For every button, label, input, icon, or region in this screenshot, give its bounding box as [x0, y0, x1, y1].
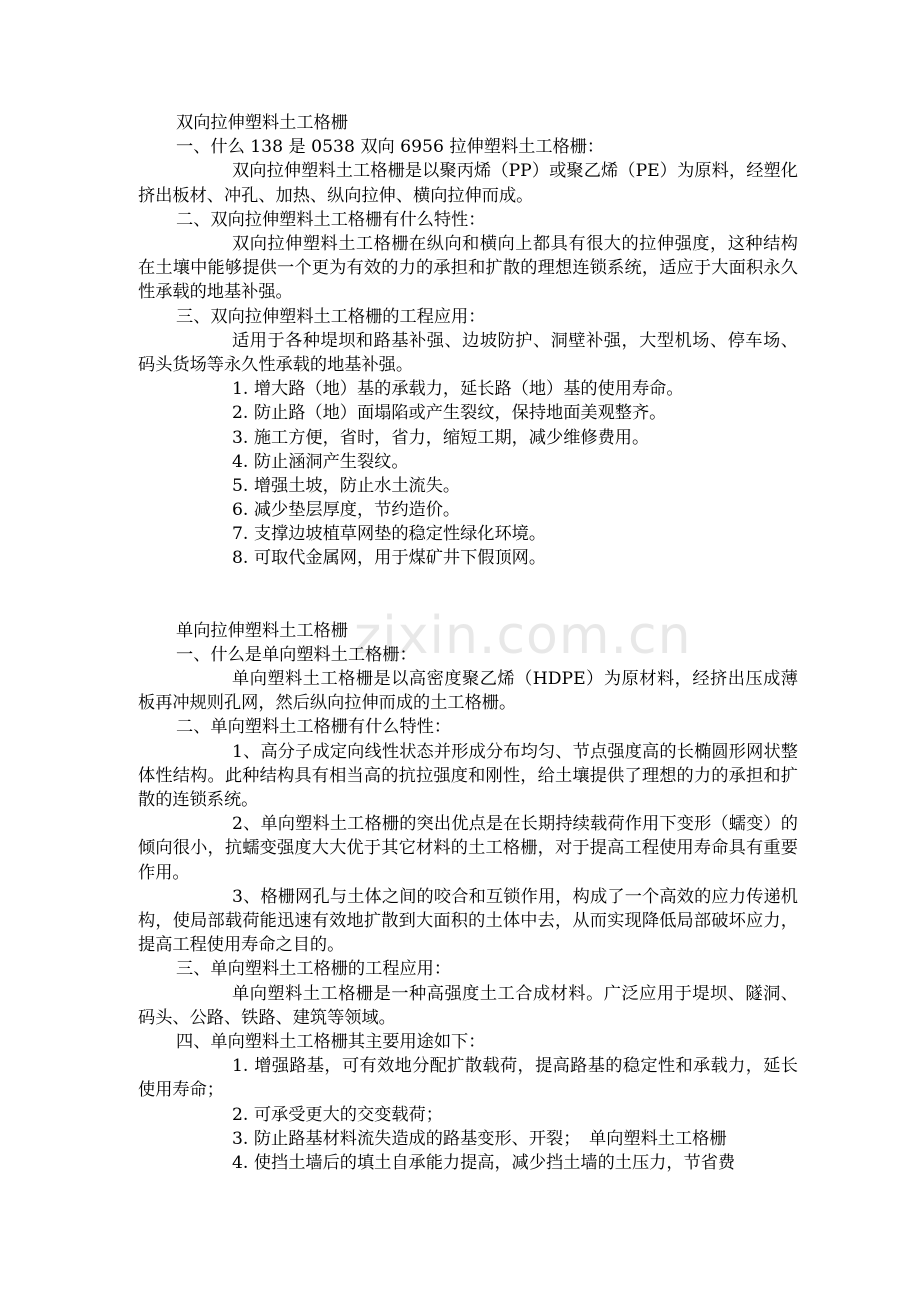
- uniaxial-paragraph-1: 单向塑料土工格栅是以高密度聚乙烯（HDPE）为原材料，经挤出压成薄板再冲规则孔网，然后纵向拉伸而成的土工格栅。: [138, 669, 798, 714]
- section-title-uniaxial: 单向拉伸塑料土工格栅: [176, 620, 348, 641]
- uniaxial-use-3: 3. 防止路基材料流失造成的路基变形、开裂； 单向塑料土工格栅: [232, 1128, 727, 1149]
- list-item: 1. 增大路（地）基的承载力，延长路（地）基的使用寿命。: [232, 379, 684, 400]
- document-body: [138, 111, 798, 1175]
- list-item: 8. 可取代金属网，用于煤矿井下假顶网。: [232, 548, 547, 569]
- uniaxial-question-1: 一、什么是单向塑料土工格栅：: [176, 644, 417, 665]
- uniaxial-feature-1: 1、高分子成定向线性状态并形成分布均匀、节点强度高的长椭圆形网状整体性结构。此种结构具有相当高的抗拉强度和刚性，给土壤提供了理想的力的承担和扩散的连锁系统。: [138, 741, 798, 811]
- uniaxial-feature-3: 3、格栅网孔与土体之间的咬合和互锁作用，构成了一个高效的应力传递机构，使局部载荷能迅速有效地扩散到大面积的土体中去，从而实现降低局部破坏应力，提高工程使用寿命之目的。: [138, 886, 798, 956]
- uniaxial-use-4: 4. 使挡土墙后的填土自承能力提高，减少挡土墙的土压力，节省费: [232, 1153, 736, 1174]
- uniaxial-feature-2: 2、单向塑料土工格栅的突出优点是在长期持续载荷作用下变形（蠕变）的倾向很小，抗蠕变强度大大优于其它材料的土工格栅，对于提高工程使用寿命具有重要作用。: [138, 814, 798, 883]
- uniaxial-question-2: 二、单向塑料土工格栅有什么特性：: [176, 717, 452, 738]
- biaxial-paragraph-1: 双向拉伸塑料土工格栅是以聚丙烯（PP）或聚乙烯（PE）为原料，经塑化挤出板材、冲孔、加热、纵向拉伸、横向拉伸而成。: [138, 161, 798, 206]
- list-item: 2. 防止路（地）面塌陷或产生裂纹，保持地面美观整齐。: [232, 403, 667, 424]
- section-spacer: [138, 571, 798, 619]
- uniaxial-question-3: 三、单向塑料土工格栅的工程应用：: [176, 959, 452, 980]
- biaxial-question-3: 三、双向拉伸塑料土工格栅的工程应用：: [176, 306, 486, 327]
- uniaxial-paragraph-3: 单向塑料土工格栅是一种高强度土工合成材料。广泛应用于堤坝、隧洞、码头、公路、铁路、建筑等领域。: [138, 983, 798, 1028]
- list-item: 5. 增强土坡，防止水土流失。: [232, 475, 461, 496]
- biaxial-question-2: 二、双向拉伸塑料土工格栅有什么特性：: [176, 209, 486, 230]
- list-item: 6. 减少垫层厚度，节约造价。: [232, 500, 461, 521]
- biaxial-paragraph-2: 双向拉伸塑料土工格栅在纵向和横向上都具有很大的拉伸强度，这种结构在土壤中能够提供一个更为有效的力的承担和扩散的理想连锁系统，适应于大面积永久性承载的地基补强。: [138, 233, 798, 303]
- list-item: 4. 防止涵洞产生裂纹。: [232, 451, 409, 472]
- list-item: 7. 支撑边坡植草网垫的稳定性绿化环境。: [232, 524, 547, 545]
- watermark: zixin.com.cn: [354, 606, 692, 666]
- uniaxial-use-1: 1. 增强路基，可有效地分配扩散载荷，提高路基的稳定性和承载力，延长使用寿命；: [138, 1056, 798, 1101]
- biaxial-question-1: 一、什么 138 是 0538 双向 6956 拉伸塑料土工格栅：: [176, 137, 605, 158]
- uniaxial-use-2: 2. 可承受更大的交变载荷；: [232, 1104, 443, 1125]
- list-item: 3. 施工方便，省时，省力，缩短工期，减少维修费用。: [232, 427, 650, 448]
- uniaxial-question-4: 四、单向塑料土工格栅其主要用途如下：: [176, 1032, 486, 1053]
- section-title-biaxial: 双向拉伸塑料土工格栅: [176, 113, 348, 133]
- biaxial-paragraph-3: 适用于各种堤坝和路基补强、边坡防护、洞壁补强，大型机场、停车场、码头货场等永久性承载的地基补强。: [138, 330, 798, 375]
